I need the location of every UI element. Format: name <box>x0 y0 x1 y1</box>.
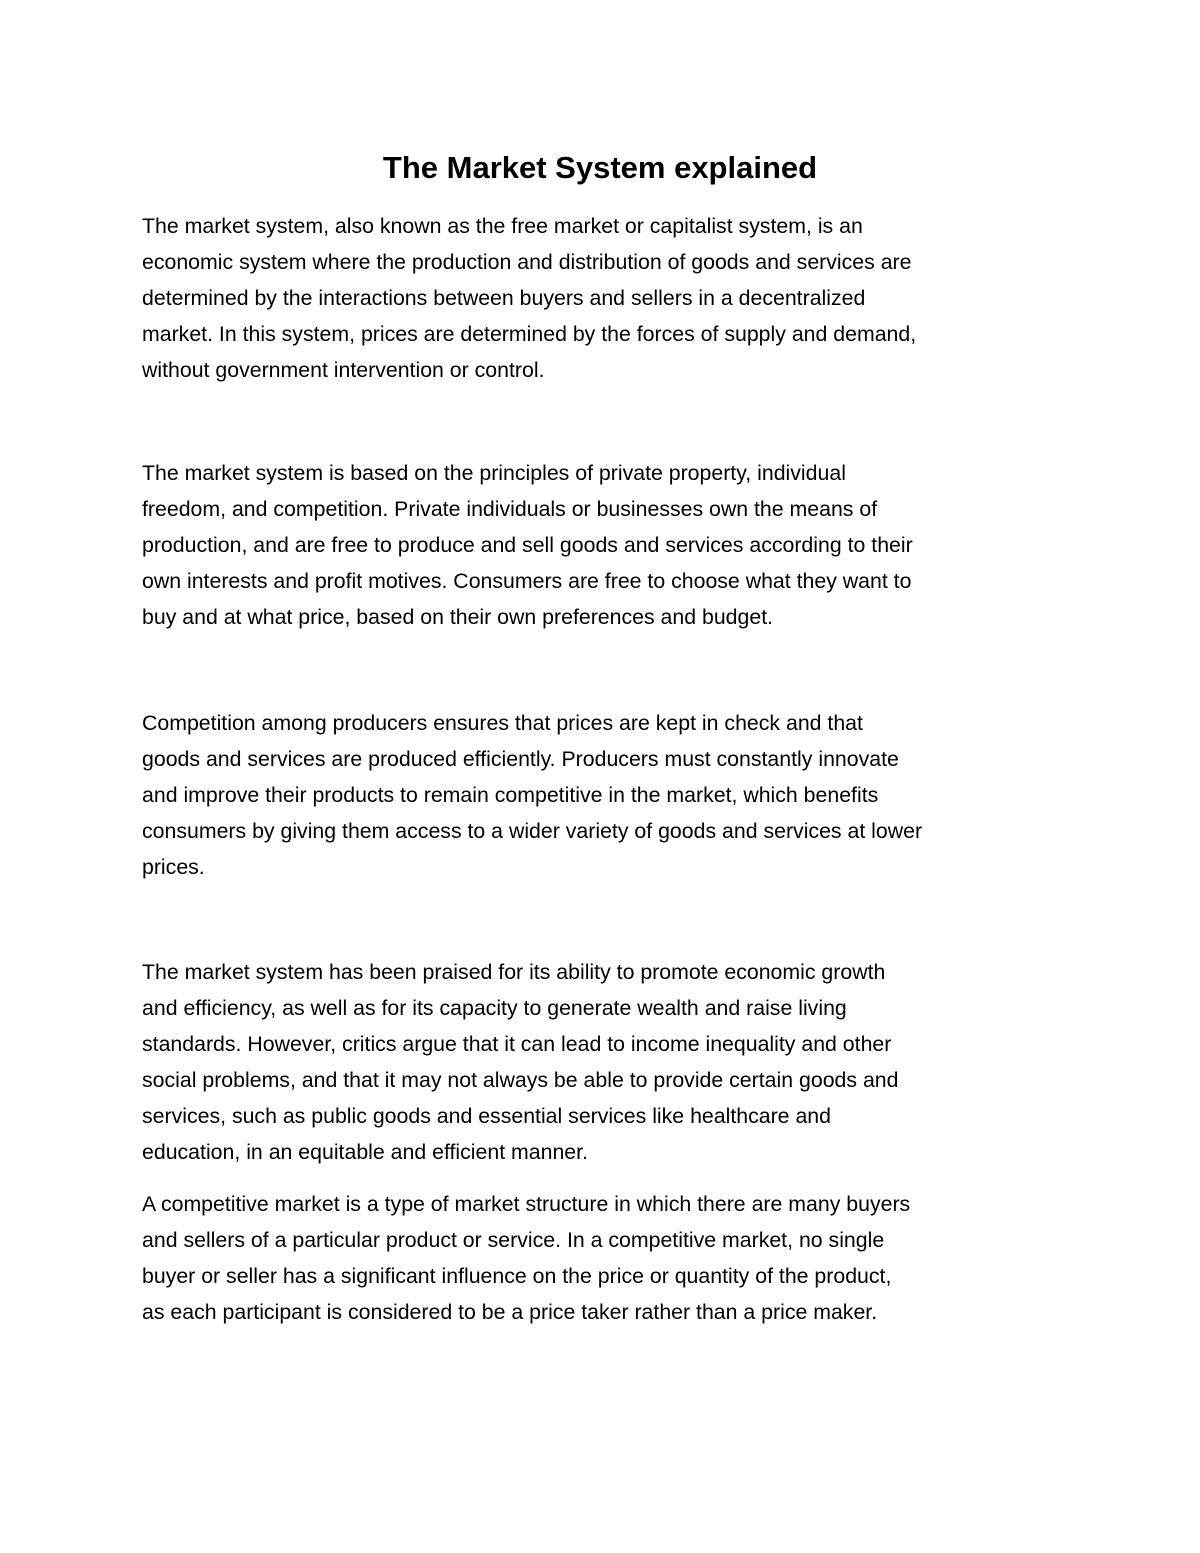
paragraph-line: The market system, also known as the free market or capitalist system, is an <box>142 214 863 238</box>
paragraph-line: buyer or seller has a significant influence on the price or quantity of the product, <box>142 1264 892 1289</box>
paragraph-line: economic system where the production and distribution of goods and services are <box>142 250 912 275</box>
paragraph-line: buy and at what price, based on their own preferences and budget. <box>142 605 774 630</box>
paragraph-line: standards. However, critics argue that it can lead to income inequality and other <box>142 1032 892 1057</box>
paragraph-market-system-definition <box>142 208 1072 388</box>
paragraph-line: without government intervention or control. <box>142 358 545 383</box>
paragraph-line: The market system is based on the principles of private property, individual <box>142 461 846 485</box>
paragraph-line: production, and are free to produce and sell goods and services according to their <box>142 533 913 558</box>
paragraph-line: market. In this system, prices are determined by the forces of supply and demand, <box>142 322 917 347</box>
paragraph-line: and improve their products to remain competitive in the market, which benefits <box>142 783 879 808</box>
document-title: The Market System explained <box>382 150 818 185</box>
paragraph-line: freedom, and competition. Private individuals or businesses own the means of <box>142 497 878 522</box>
paragraph-competitive-market <box>142 1186 1072 1330</box>
paragraph-line: The market system has been praised for its ability to promote economic growth <box>142 960 886 984</box>
paragraph-praise-and-criticism <box>142 954 1072 1171</box>
paragraph-competition <box>142 705 1072 885</box>
paragraph-line: A competitive market is a type of market structure in which there are many buyers <box>142 1192 911 1216</box>
paragraph-line: Competition among producers ensures that prices are kept in check and that <box>142 711 863 735</box>
paragraph-line: determined by the interactions between buyers and sellers in a decentralized <box>142 286 866 311</box>
paragraph-line: own interests and profit motives. Consumers are free to choose what they want to <box>142 569 912 594</box>
paragraph-principles <box>142 455 1072 635</box>
paragraph-line: education, in an equitable and efficient manner. <box>142 1140 588 1165</box>
paragraph-line: services, such as public goods and essential services like healthcare and <box>142 1104 831 1129</box>
paragraph-line: social problems, and that it may not always be able to provide certain goods and <box>142 1068 899 1093</box>
paragraph-line: and efficiency, as well as for its capacity to generate wealth and raise living <box>142 996 847 1021</box>
paragraph-line: goods and services are produced efficiently. Producers must constantly innovate <box>142 747 899 772</box>
paragraph-line: as each participant is considered to be a price taker rather than a price maker. <box>142 1300 878 1325</box>
paragraph-line: prices. <box>142 855 205 880</box>
paragraph-line: and sellers of a particular product or service. In a competitive market, no single <box>142 1228 885 1253</box>
paragraph-line: consumers by giving them access to a wider variety of goods and services at lower <box>142 819 923 844</box>
